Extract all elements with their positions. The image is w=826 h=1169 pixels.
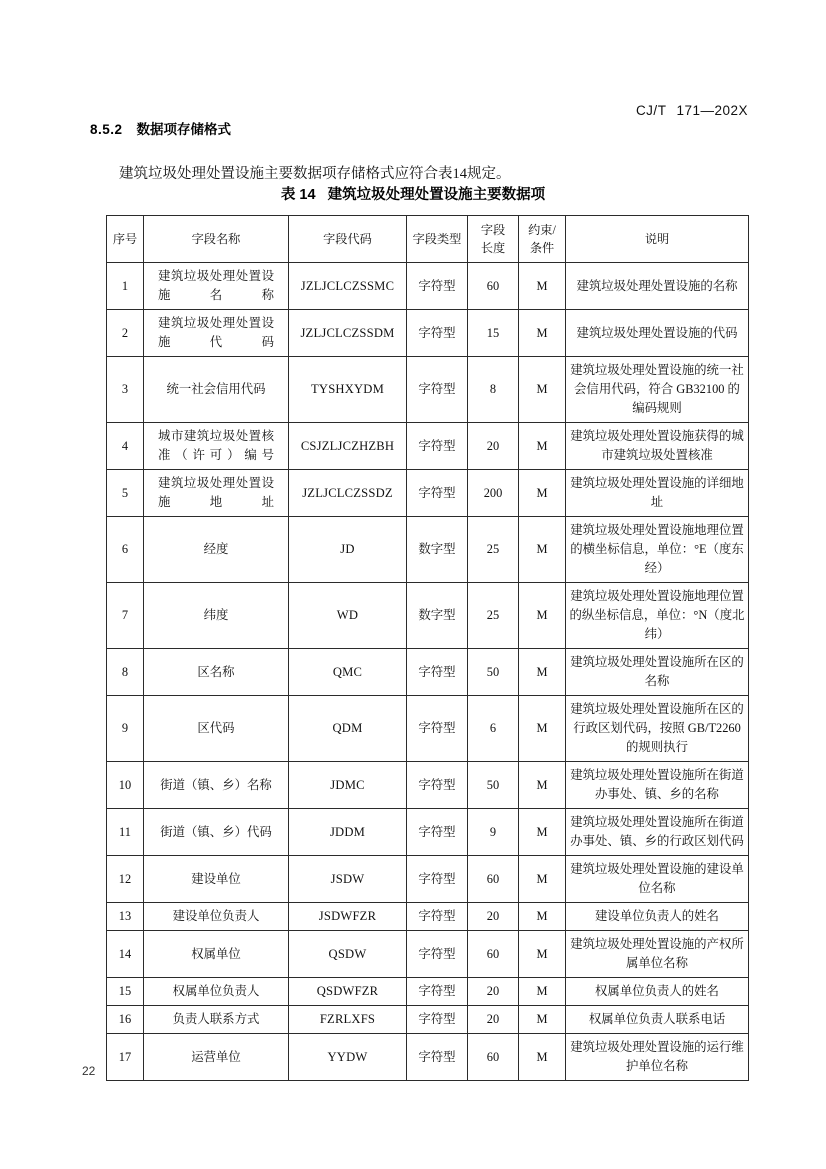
table-row (107, 978, 749, 1006)
cell-field-length: 9 (468, 809, 519, 856)
cell-constraint: M (519, 263, 566, 310)
cell-field-length: 25 (468, 517, 519, 583)
column-header-field-code: 字段代码 (289, 216, 407, 263)
cell-constraint: M (519, 856, 566, 903)
cell-description: 建筑垃圾处理处置设施地理位置的纵坐标信息，单位：°N（度北纬） (566, 583, 749, 649)
cell-field-length: 8 (468, 357, 519, 423)
cell-field-name: 权属单位 (144, 931, 289, 978)
cell-description: 建筑垃圾处理处置设施的产权所属单位名称 (566, 931, 749, 978)
cell-field-code: QDM (289, 696, 407, 762)
table-row (107, 649, 749, 696)
cell-field-name: 建筑垃圾处理处置设施代码 (144, 310, 289, 357)
cell-description: 建筑垃圾处理处置设施的统一社会信用代码，符合 GB32100 的编码规则 (566, 357, 749, 423)
table-row (107, 1034, 749, 1081)
table-caption-title: 建筑垃圾处理处置设施主要数据项 (327, 187, 546, 203)
cell-field-length: 60 (468, 931, 519, 978)
cell-field-length: 20 (468, 903, 519, 931)
cell-field-name: 区名称 (144, 649, 289, 696)
cell-field-name: 运营单位 (144, 1034, 289, 1081)
cell-field-name: 建筑垃圾处理处置设施地址 (144, 470, 289, 517)
cell-field-type: 字符型 (407, 470, 468, 517)
column-header-field-type: 字段类型 (407, 216, 468, 263)
cell-field-code: JDMC (289, 762, 407, 809)
cell-description: 建筑垃圾处理处置设施所在街道办事处、镇、乡的行政区划代码 (566, 809, 749, 856)
table-row (107, 856, 749, 903)
standard-code: CJ/T (635, 103, 667, 118)
cell-constraint: M (519, 1006, 566, 1034)
cell-field-code: QSDW (289, 931, 407, 978)
standard-number: 171—202X (676, 103, 748, 118)
cell-sequence: 10 (107, 762, 144, 809)
cell-field-type: 字符型 (407, 423, 468, 470)
cell-constraint: M (519, 903, 566, 931)
cell-field-code: JZLJCLCZSSDM (289, 310, 407, 357)
column-header-seq: 序号 (107, 216, 144, 263)
cell-description: 建设单位负责人的姓名 (566, 903, 749, 931)
cell-field-code: QMC (289, 649, 407, 696)
cell-field-name: 纬度 (144, 583, 289, 649)
cell-description: 建筑垃圾处理处置设施地理位置的横坐标信息，单位：°E（度东经） (566, 517, 749, 583)
cell-field-code: JSDW (289, 856, 407, 903)
cell-sequence: 1 (107, 263, 144, 310)
body-paragraph: 建筑垃圾处理处置设施主要数据项存储格式应符合表14规定。 (119, 165, 511, 182)
table-row (107, 931, 749, 978)
cell-sequence: 16 (107, 1006, 144, 1034)
cell-sequence: 17 (107, 1034, 144, 1081)
cell-field-name: 城市建筑垃圾处置核准（许可）编号 (144, 423, 289, 470)
cell-constraint: M (519, 1034, 566, 1081)
cell-field-type: 数字型 (407, 583, 468, 649)
table-row (107, 696, 749, 762)
cell-sequence: 11 (107, 809, 144, 856)
cell-sequence: 8 (107, 649, 144, 696)
cell-constraint: M (519, 649, 566, 696)
cell-sequence: 14 (107, 931, 144, 978)
cell-constraint: M (519, 310, 566, 357)
data-table-container (106, 215, 749, 1081)
cell-field-length: 60 (468, 263, 519, 310)
table-body (107, 263, 749, 1081)
column-header-field-name: 字段名称 (144, 216, 289, 263)
cell-field-type: 字符型 (407, 357, 468, 423)
cell-field-name: 统一社会信用代码 (144, 357, 289, 423)
cell-field-code: JZLJCLCZSSMC (289, 263, 407, 310)
table-row (107, 357, 749, 423)
cell-sequence: 15 (107, 978, 144, 1006)
cell-sequence: 5 (107, 470, 144, 517)
table-row (107, 470, 749, 517)
cell-constraint: M (519, 423, 566, 470)
cell-constraint: M (519, 583, 566, 649)
cell-sequence: 13 (107, 903, 144, 931)
cell-field-type: 字符型 (407, 696, 468, 762)
cell-field-type: 字符型 (407, 931, 468, 978)
cell-description: 建筑垃圾处理处置设施的名称 (566, 263, 749, 310)
cell-sequence: 12 (107, 856, 144, 903)
data-items-table (106, 215, 749, 1081)
cell-constraint: M (519, 470, 566, 517)
table-row (107, 1006, 749, 1034)
clause-title: 数据项存储格式 (136, 122, 232, 137)
cell-field-code: JZLJCLCZSSDZ (289, 470, 407, 517)
cell-field-name: 负责人联系方式 (144, 1006, 289, 1034)
cell-field-code: TYSHXYDM (289, 357, 407, 423)
running-header (636, 103, 748, 118)
column-header-description: 说明 (566, 216, 749, 263)
cell-field-name: 建设单位 (144, 856, 289, 903)
table-header (107, 216, 749, 263)
cell-constraint: M (519, 809, 566, 856)
table-caption (0, 183, 826, 204)
column-header-field-length (468, 216, 519, 263)
cell-constraint: M (519, 931, 566, 978)
cell-field-name: 建设单位负责人 (144, 903, 289, 931)
table-row (107, 903, 749, 931)
cell-field-type: 字符型 (407, 649, 468, 696)
cell-sequence: 4 (107, 423, 144, 470)
cell-field-name: 权属单位负责人 (144, 978, 289, 1006)
table-row (107, 310, 749, 357)
cell-field-length: 20 (468, 1006, 519, 1034)
column-header-field-length-line1: 字段 (480, 223, 506, 237)
cell-sequence: 6 (107, 517, 144, 583)
cell-field-code: JSDWFZR (289, 903, 407, 931)
cell-description: 权属单位负责人的姓名 (566, 978, 749, 1006)
cell-field-name: 区代码 (144, 696, 289, 762)
cell-field-length: 50 (468, 762, 519, 809)
cell-description: 建筑垃圾处理处置设施获得的城市建筑垃圾处置核准 (566, 423, 749, 470)
cell-field-code: WD (289, 583, 407, 649)
cell-constraint: M (519, 978, 566, 1006)
clause-number: 8.5.2 (90, 122, 123, 137)
cell-field-name: 街道（镇、乡）名称 (144, 762, 289, 809)
cell-field-length: 15 (468, 310, 519, 357)
table-row (107, 583, 749, 649)
cell-field-length: 25 (468, 583, 519, 649)
column-header-constraint (519, 216, 566, 263)
cell-constraint: M (519, 762, 566, 809)
cell-description: 建筑垃圾处理处置设施的建设单位名称 (566, 856, 749, 903)
cell-field-code: QSDWFZR (289, 978, 407, 1006)
cell-field-code: JDDM (289, 809, 407, 856)
cell-constraint: M (519, 696, 566, 762)
cell-field-code: YYDW (289, 1034, 407, 1081)
cell-field-type: 字符型 (407, 809, 468, 856)
cell-sequence: 9 (107, 696, 144, 762)
cell-description: 建筑垃圾处理处置设施所在区的名称 (566, 649, 749, 696)
cell-description: 建筑垃圾处理处置设施所在区的行政区划代码，按照 GB/T2260 的规则执行 (566, 696, 749, 762)
cell-sequence: 7 (107, 583, 144, 649)
cell-description: 建筑垃圾处理处置设施的代码 (566, 310, 749, 357)
cell-field-type: 字符型 (407, 263, 468, 310)
column-header-constraint-line1: 约束/ (528, 223, 556, 237)
cell-sequence: 3 (107, 357, 144, 423)
page-number: 22 (82, 1064, 96, 1078)
cell-field-code: CSJZLJCZHZBH (289, 423, 407, 470)
cell-field-length: 20 (468, 423, 519, 470)
cell-constraint: M (519, 357, 566, 423)
cell-field-type: 字符型 (407, 1034, 468, 1081)
table-caption-label: 表 14 (280, 187, 316, 203)
cell-field-length: 200 (468, 470, 519, 517)
cell-field-type: 字符型 (407, 856, 468, 903)
cell-field-type: 数字型 (407, 517, 468, 583)
cell-field-code: JD (289, 517, 407, 583)
cell-field-type: 字符型 (407, 903, 468, 931)
cell-field-code: FZRLXFS (289, 1006, 407, 1034)
table-row (107, 517, 749, 583)
table-row (107, 809, 749, 856)
cell-field-type: 字符型 (407, 978, 468, 1006)
cell-field-length: 6 (468, 696, 519, 762)
cell-field-type: 字符型 (407, 762, 468, 809)
clause-heading (90, 118, 231, 138)
cell-description: 建筑垃圾处理处置设施所在街道办事处、镇、乡的名称 (566, 762, 749, 809)
column-header-field-length-line2: 长度 (480, 241, 506, 255)
table-row (107, 263, 749, 310)
cell-description: 建筑垃圾处理处置设施的详细地址 (566, 470, 749, 517)
cell-field-name: 建筑垃圾处理处置设施名称 (144, 263, 289, 310)
table-row (107, 762, 749, 809)
cell-field-length: 50 (468, 649, 519, 696)
cell-field-length: 60 (468, 1034, 519, 1081)
cell-constraint: M (519, 517, 566, 583)
cell-field-length: 20 (468, 978, 519, 1006)
table-row (107, 423, 749, 470)
cell-field-name: 经度 (144, 517, 289, 583)
cell-field-length: 60 (468, 856, 519, 903)
cell-field-name: 街道（镇、乡）代码 (144, 809, 289, 856)
cell-field-type: 字符型 (407, 1006, 468, 1034)
table-header-row (107, 216, 749, 263)
cell-field-type: 字符型 (407, 310, 468, 357)
cell-description: 权属单位负责人联系电话 (566, 1006, 749, 1034)
cell-sequence: 2 (107, 310, 144, 357)
column-header-constraint-line2: 条件 (529, 241, 555, 255)
cell-description: 建筑垃圾处理处置设施的运行维护单位名称 (566, 1034, 749, 1081)
